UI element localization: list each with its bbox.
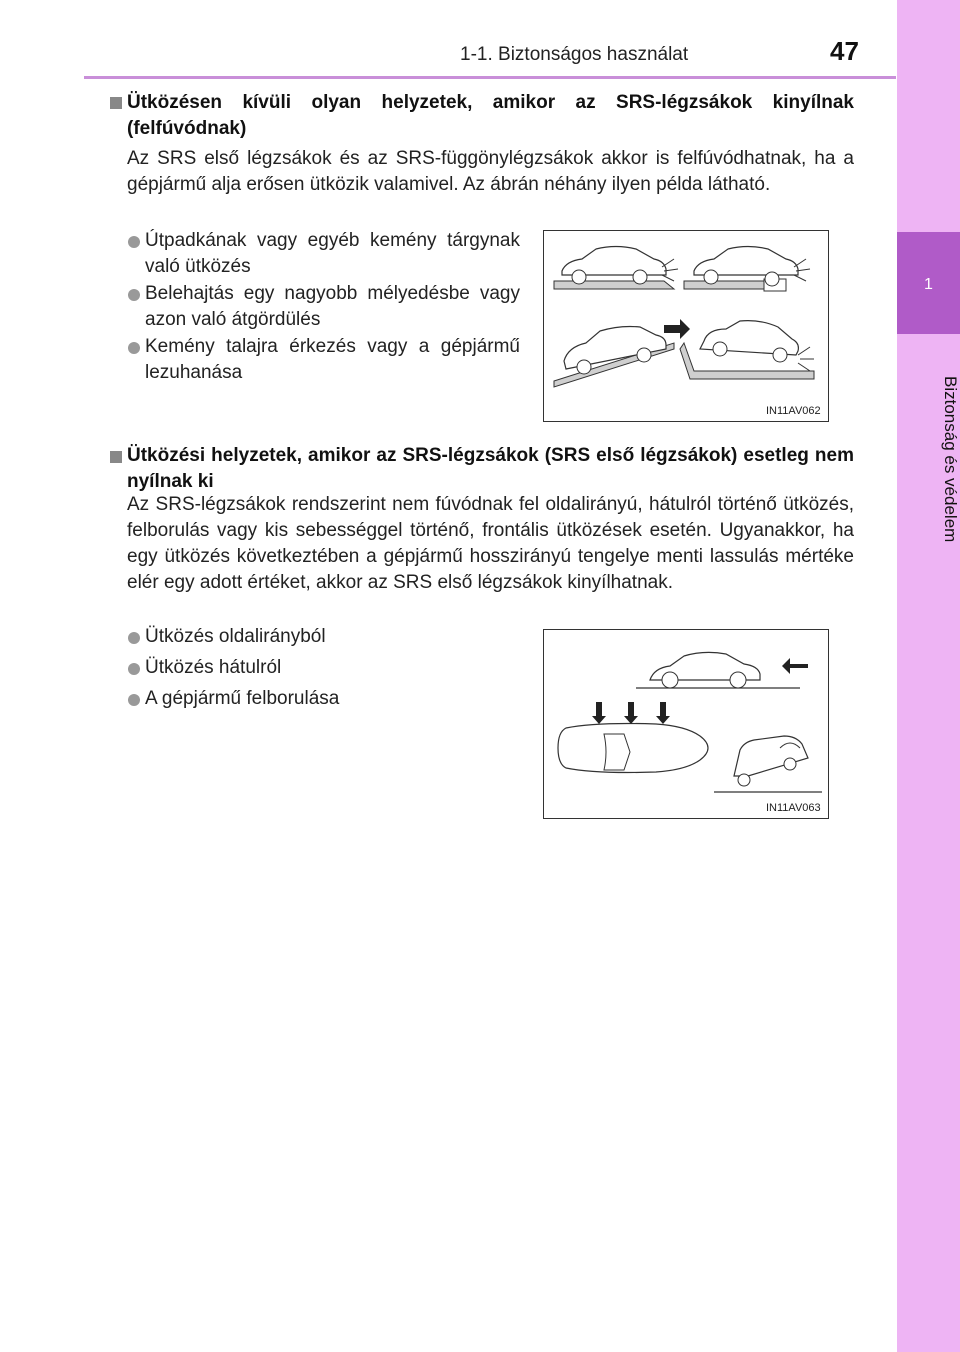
section-2-intro: Az SRS-légzsákok rendszerint nem fúvódnak fel oldalirányú, hátulról történő ütközés, felborulás vagy kis sebességgel történő, frontális ütközések esetén. Ugyanakkor, ha egy ütközés következtében a gépjármű hosszirányú tengelye menti lassulás mértéke elér egy adott értéket, akkor az SRS első légzsákok kinyílhatnak. bbox=[127, 494, 854, 593]
section-1-intro: Az SRS első légzsákok és az SRS-függönylégzsákok akkor is felfúvódhatnak, ha a gépjármű alja erősen ütközik valamivel. Az ábrán néhány ilyen példa látható. bbox=[127, 148, 854, 195]
header-rule bbox=[84, 76, 896, 79]
bullet-icon bbox=[128, 694, 140, 706]
page-number: 47 bbox=[830, 36, 859, 66]
header-title: 1-1. Biztonságos használat bbox=[460, 44, 689, 65]
figure-non-deploy-impacts bbox=[543, 629, 829, 819]
section-1-bullet-1: Útpadkának vagy egyéb kemény tárgynak való ütközés bbox=[145, 230, 520, 277]
side-bar bbox=[897, 0, 960, 1352]
figure-undercarriage-impacts bbox=[543, 230, 829, 422]
section-2-bullet-3: A gépjármű felborulása bbox=[145, 688, 340, 709]
section-2-bullet-1: Ütközés oldalirányból bbox=[145, 626, 326, 647]
non-deploy-impacts-illustration bbox=[544, 630, 828, 818]
figure-2-code: IN11AV063 bbox=[766, 802, 821, 814]
figure-1-code: IN11AV062 bbox=[766, 405, 821, 417]
section-1-title: Ütközésen kívüli olyan helyzetek, amikor az SRS-légzsákok kinyílnak (felfúvódnak) bbox=[127, 92, 854, 139]
bullet-icon bbox=[128, 236, 140, 248]
bullet-icon bbox=[128, 342, 140, 354]
section-marker bbox=[110, 97, 122, 109]
bullet-icon bbox=[128, 663, 140, 675]
chapter-number: 1 bbox=[924, 276, 933, 293]
undercarriage-impacts-illustration bbox=[544, 231, 828, 421]
section-1-bullet-3: Kemény talajra érkezés vagy a gépjármű lezuhanása bbox=[145, 336, 520, 383]
section-2-title: Ütközési helyzetek, amikor az SRS-légzsákok (SRS első légzsákok) esetleg nem nyílnak ki bbox=[127, 445, 854, 492]
bullet-icon bbox=[128, 632, 140, 644]
bullet-icon bbox=[128, 289, 140, 301]
section-1-bullet-2: Belehajtás egy nagyobb mélyedésbe vagy azon való átgördülés bbox=[145, 283, 520, 330]
section-2-bullet-2: Ütközés hátulról bbox=[145, 657, 282, 678]
section-marker bbox=[110, 451, 122, 463]
chapter-label: Biztonság és védelem bbox=[941, 375, 960, 543]
